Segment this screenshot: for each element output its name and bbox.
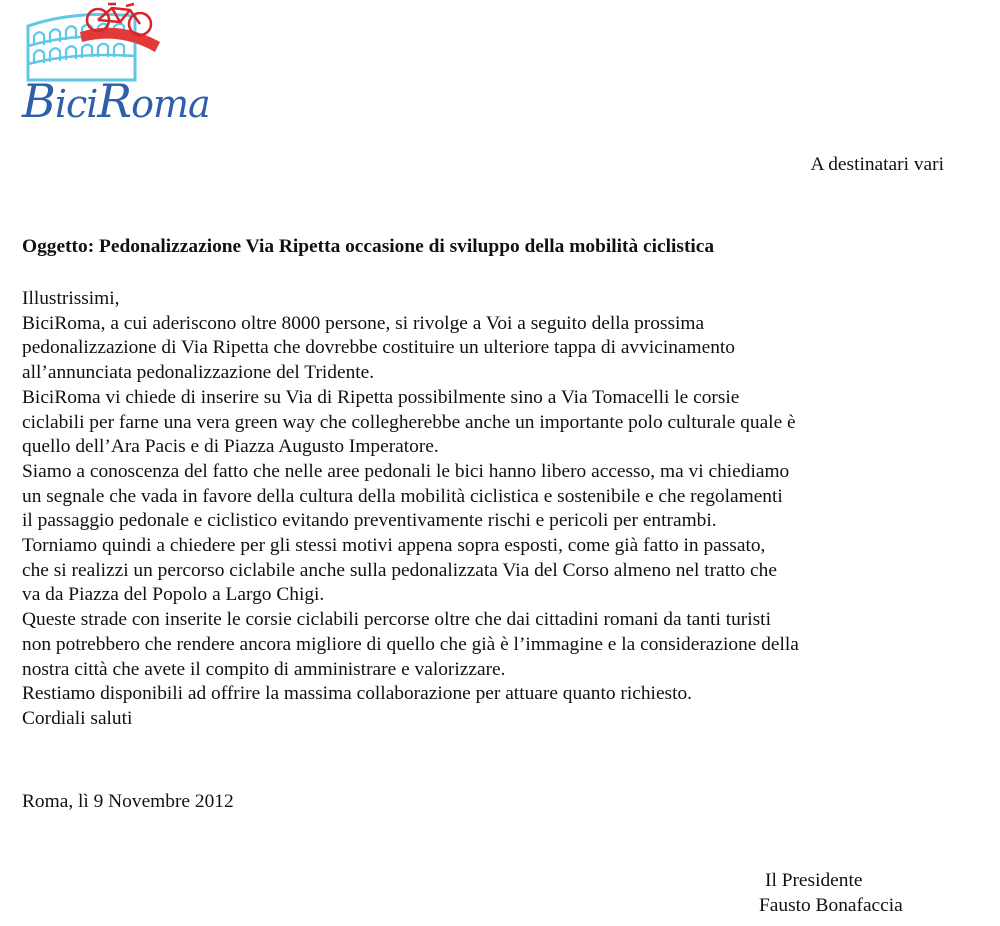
- body-line: Illustrissimi,: [22, 288, 120, 309]
- body-line: Cordiali saluti: [22, 707, 133, 729]
- body-line: va da Piazza del Popolo a Largo Chigi.: [22, 584, 325, 606]
- body-line: Restiamo disponibili ad offrire la massima collaborazione per attuare quanto richiesto.: [22, 683, 693, 705]
- recipient: A destinatari vari: [810, 154, 944, 175]
- body-line: pedonalizzazione di Via Ripetta che dovrebbe costituire un ulteriore tappa di avvicinamento: [22, 337, 735, 359]
- body-line: il passaggio pedonale e ciclistico evitando preventivamente rischi e pericoli per entrambi.: [22, 510, 717, 532]
- logo-wordmark: BiciRoma: [22, 74, 210, 128]
- biciroma-logo: [20, 2, 210, 128]
- colosseum-bike-icon: [20, 2, 180, 82]
- signature-name: Fausto Bonafaccia: [759, 895, 903, 916]
- body-line: BiciRoma vi chiede di inserire su Via di Ripetta possibilmente sino a Via Tomacelli le corsie: [22, 386, 740, 408]
- body-line: Queste strade con inserite le corsie ciclabili percorse oltre che dai cittadini romani da tanti turisti: [22, 609, 771, 631]
- body-line: che si realizzi un percorso ciclabile anche sulla pedonalizzata Via del Corso almeno nel tratto che: [22, 559, 777, 581]
- body-line: ciclabili per farne una vera green way che collegherebbe anche un importante polo culturale quale è: [22, 411, 796, 433]
- body-line: Siamo a conoscenza del fatto che nelle aree pedonali le bici hanno libero accesso, ma vi chiediamo: [22, 460, 790, 482]
- body-line: un segnale che vada in favore della cultura della mobilità ciclistica e sostenibile e che regolamenti: [22, 485, 783, 507]
- letter-date: Roma, lì 9 Novembre 2012: [22, 791, 234, 812]
- body-line: quello dell’Ara Pacis e di Piazza Augusto Imperatore.: [22, 436, 439, 458]
- body-line: Torniamo quindi a chiedere per gli stessi motivi appena sopra esposti, come già fatto in passato,: [22, 535, 766, 557]
- subject-line: Oggetto: Pedonalizzazione Via Ripetta occasione di sviluppo della mobilità ciclistica: [22, 236, 715, 257]
- body-line: all’annunciata pedonalizzazione del Tridente.: [22, 362, 375, 384]
- signature-title: Il Presidente: [765, 870, 863, 891]
- body-line: nostra città che avete il compito di amministrare e valorizzare.: [22, 658, 506, 680]
- body-line: BiciRoma, a cui aderiscono oltre 8000 persone, si rivolge a Voi a seguito della prossima: [22, 312, 705, 334]
- letter-body: [22, 287, 967, 732]
- body-line: non potrebbero che rendere ancora migliore di quello che già è l’immagine e la considerazione della: [22, 633, 799, 655]
